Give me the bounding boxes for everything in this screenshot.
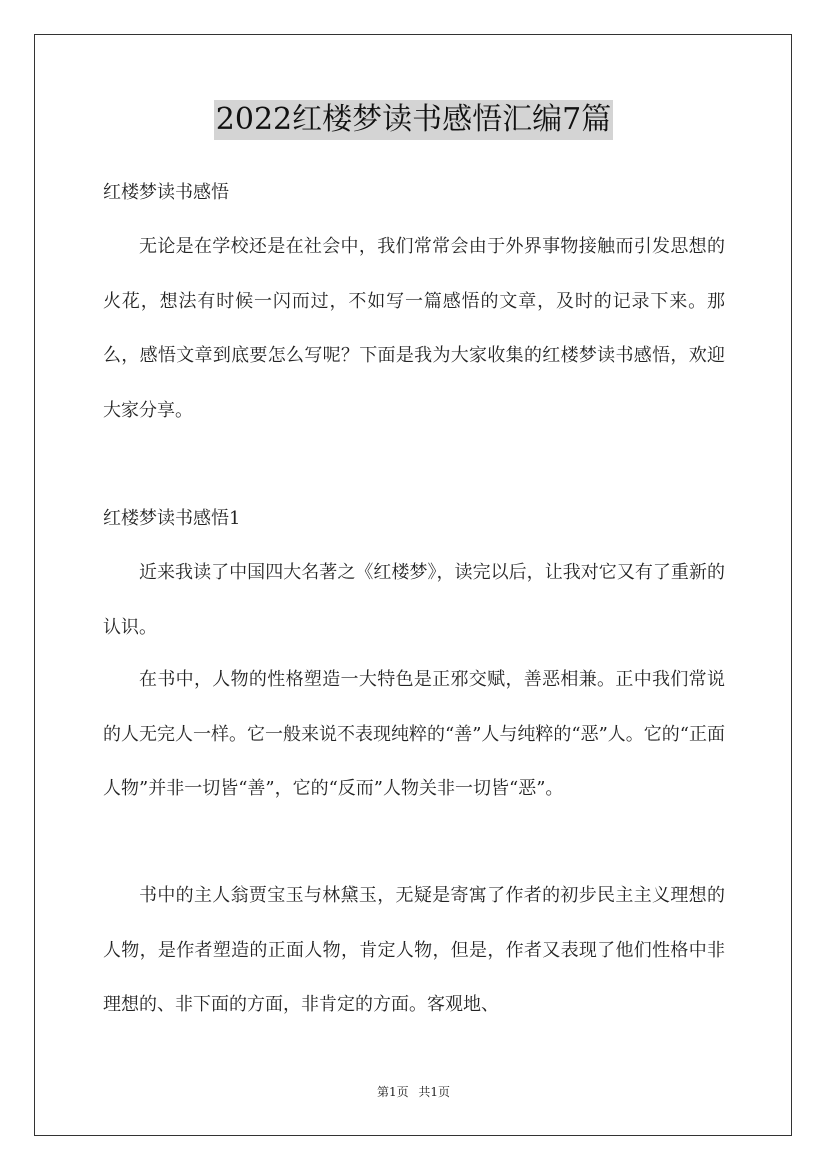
page-number: 第1页: [376, 1085, 409, 1099]
title-container: [0, 100, 827, 140]
body-paragraph-2: 在书中，人物的性格塑造一大特色是正邪交赋，善恶相兼。正中我们常说的人无完人一样。它一般来说不表现纯粹的“善”人与纯粹的“恶”人。它的“正面人物”并非一切皆“善”，它的“反而”人物关非一切皆“恶”。: [103, 669, 726, 799]
document-title: 2022红楼梦读书感悟汇编7篇: [214, 100, 613, 140]
body-paragraph-1: 近来我读了中国四大名著之《红楼梦》，读完以后，让我对它又有了重新的认识。: [103, 562, 725, 638]
section-heading-1: 红楼梦读书感悟1: [103, 508, 241, 529]
total-pages: 共1页: [418, 1085, 451, 1099]
page-footer: [0, 1083, 827, 1100]
body-paragraph-3: 书中的主人翁贾宝玉与林黛玉，无疑是寄寓了作者的初步民主主义理想的人物，是作者塑造的正面人物，肯定人物，但是，作者又表现了他们性格中非理想的、非下面的方面，非肯定的方面。客观地、: [103, 885, 725, 1015]
section-heading-intro: 红楼梦读书感悟: [103, 182, 229, 203]
intro-paragraph: 无论是在学校还是在社会中，我们常常会由于外界事物接触而引发思想的火花，想法有时候一闪而过，不如写一篇感悟的文章，及时的记录下来。那么，感悟文章到底要怎么写呢？下面是我为大家收集的红楼梦读书感悟，欢迎大家分享。: [103, 236, 725, 421]
